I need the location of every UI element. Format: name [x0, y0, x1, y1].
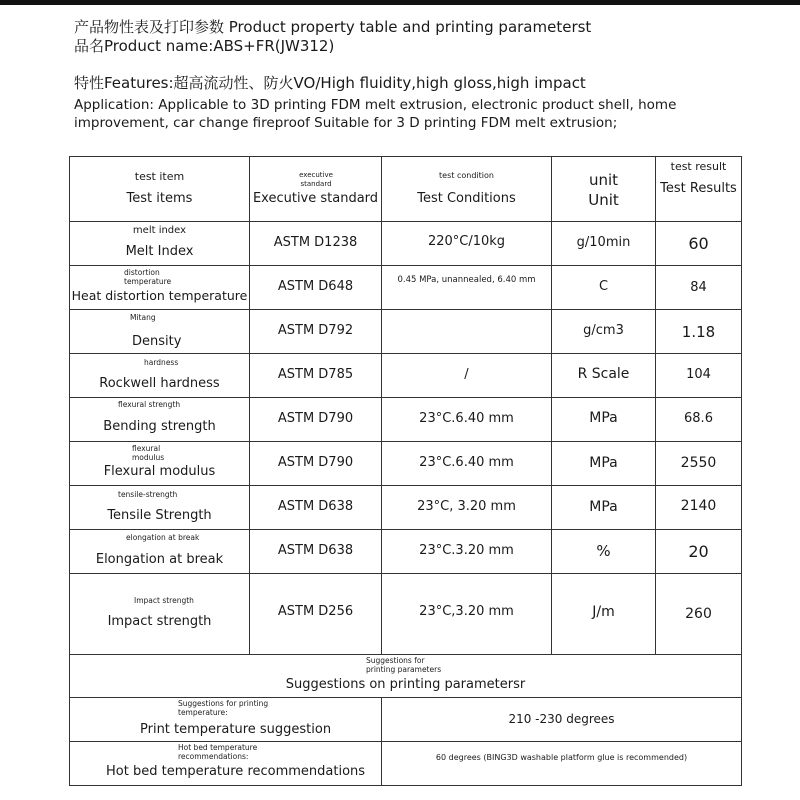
table-row: melt index Melt Index ASTM D1238 220°C/10kg g/10min 60 — [70, 222, 742, 266]
table-row: distortion temperature Heat distortion temperature ASTM D648 0.45 MPa, unannealed, 6.40 mm C 84 — [70, 266, 742, 310]
suggestions-title: Suggestions on printing parametersr — [285, 677, 526, 692]
product-name: 品名Product name:ABS+FR(JW312) — [74, 37, 335, 55]
bed-temp-row: Hot bed temperature recommendations: Hot bed temperature recommendations 60 degrees (BING3D washable platform glue is recommended) — [70, 742, 742, 786]
header-test-item: test item Test items — [70, 157, 250, 222]
features-text: 特性Features:超高流动性、防火VO/High fluidity,high gloss,high impact — [74, 74, 586, 92]
header-test-condition: test condition Test Conditions — [382, 157, 552, 222]
table-row: tensile-strength Tensile Strength ASTM D638 23°C, 3.20 mm MPa 2140 — [70, 486, 742, 530]
table-row: flexural modulus Flexural modulus ASTM D790 23°C.6.40 mm MPa 2550 — [70, 442, 742, 486]
suggestions-small-label: Suggestions for printing parameters — [366, 656, 442, 674]
table-row: Impact strength Impact strength ASTM D256 23°C,3.20 mm J/m 260 — [70, 574, 742, 655]
header-unit: unit Unit — [552, 157, 656, 222]
suggestions-row — [70, 655, 742, 698]
header-exec-standard: executive standard Executive standard — [250, 157, 382, 222]
table-row: elongation at break Elongation at break ASTM D638 23°C.3.20 mm % 20 — [70, 530, 742, 574]
header-test-result: test result Test Results — [656, 157, 742, 222]
table-row: Mitang Density ASTM D792 g/cm3 1.18 — [70, 310, 742, 354]
property-table — [69, 156, 742, 786]
application-text: Application: Applicable to 3D printing FDM melt extrusion, electronic product shell, home improvement, car change fireproof Suitable for 3 D printing FDM melt extrusion; — [74, 97, 677, 131]
table-row: flexural strength Bending strength ASTM D790 23°C.6.40 mm MPa 68.6 — [70, 398, 742, 442]
page-title: 产品物性表及打印参数 Product property table and printing parameterst — [74, 18, 592, 36]
table-row: hardness Rockwell hardness ASTM D785 / R Scale 104 — [70, 354, 742, 398]
top-border — [0, 0, 800, 5]
print-temp-row: Suggestions for printing temperature: Print temperature suggestion 210 -230 degrees — [70, 698, 742, 742]
table-header-row — [70, 157, 742, 222]
